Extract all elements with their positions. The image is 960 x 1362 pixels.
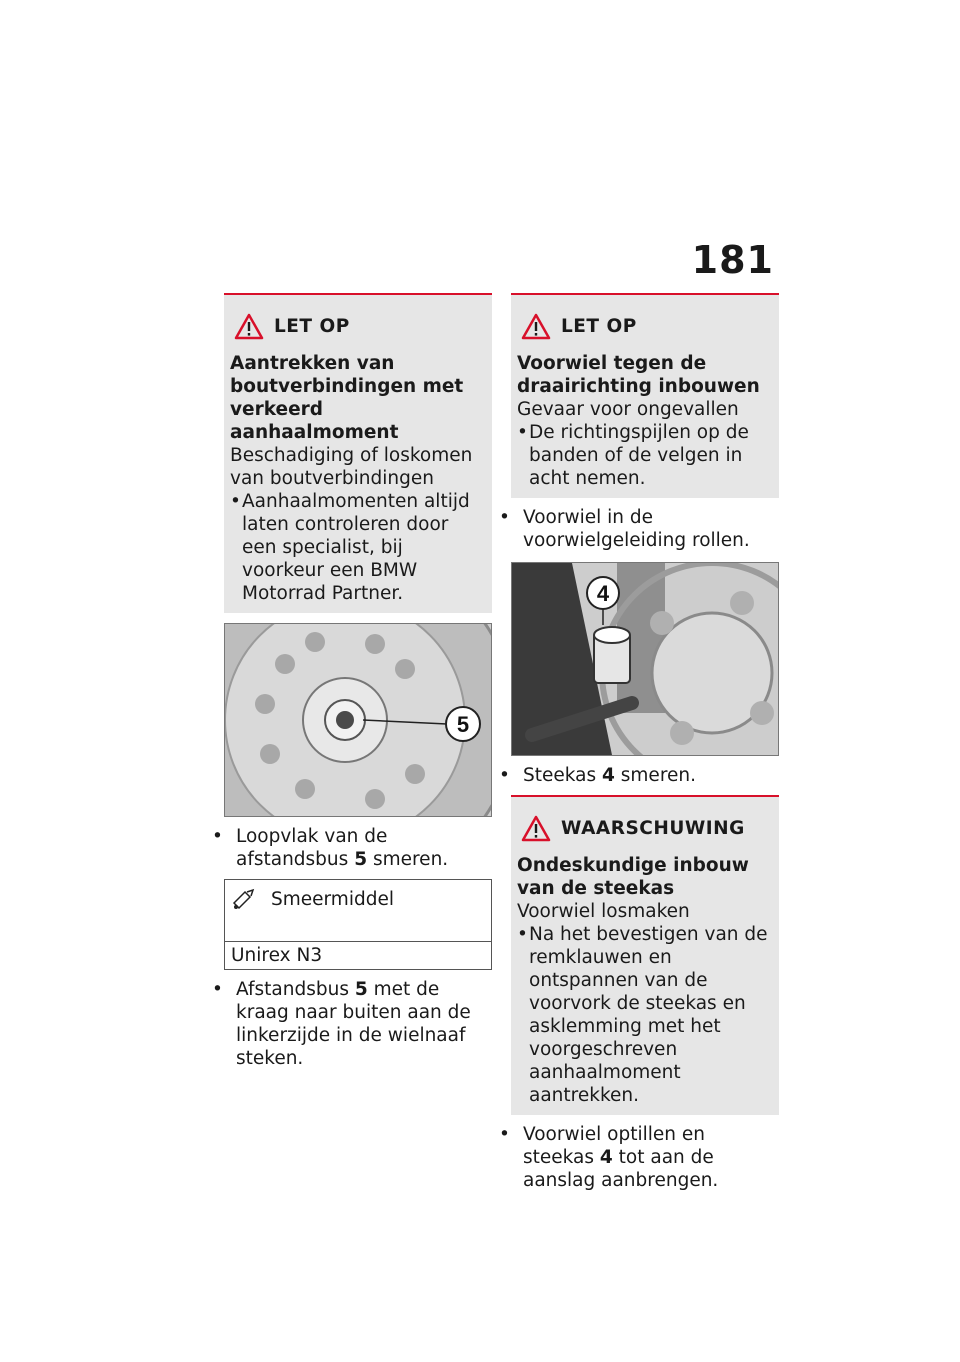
step-lubricate-axle: • Steekas 4 smeren. [499, 765, 696, 786]
notice-title: WAARSCHUWING [561, 818, 745, 839]
step-text: smeren. [367, 849, 449, 870]
notice-hazard: Voorwiel tegen de draairichting inbouwen [517, 353, 760, 397]
step-roll-wheel: • Voorwiel in de voorwielgeleiding rollen. [499, 507, 750, 551]
notice-header [517, 313, 771, 340]
warning-triangle-icon [521, 313, 551, 340]
right-column [499, 293, 779, 1192]
warning-notice [511, 795, 779, 1115]
ref-number: 4 [602, 765, 615, 786]
step-text: Afstandsbus [236, 979, 355, 1000]
lubricant-icon [231, 888, 257, 910]
lubricant-label: Smeermiddel [271, 889, 394, 910]
notice-hazard: Aantrekken van boutverbindingen met verkeerd aanhaalmoment [230, 353, 464, 443]
caution-notice-direction [511, 293, 779, 498]
notice-item: • De richtingspijlen op de banden of de velgen in acht nemen. [517, 421, 771, 490]
lubricant-header [225, 880, 491, 942]
step-text: met de kraag naar buiten aan de linkerzijde in de wielnaaf steken. [236, 979, 471, 1069]
notice-item: • Na het bevestigen van de remklauwen en ontspannen van de voorvork de steekas en asklemming met het voorgeschreven aanhaalmoment aantrekken. [517, 923, 771, 1107]
notice-item: • Aanhaalmomenten altijd laten controleren door een specialist, bij voorkeur een BMW Motorrad Partner. [230, 490, 484, 605]
notice-consequence: Gevaar voor ongevallen [517, 399, 739, 420]
notice-consequence: Beschadiging of loskomen van boutverbindingen [230, 445, 473, 489]
step-text: Voorwiel in de voorwielgeleiding rollen. [523, 507, 750, 551]
step-text: Voorwiel optillen en steekas [523, 1124, 705, 1168]
callout-4: 4 [596, 581, 610, 606]
warning-triangle-icon [234, 313, 264, 340]
notice-header [517, 815, 771, 842]
notice-consequence: Voorwiel losmaken [517, 901, 690, 922]
caution-notice [224, 293, 492, 613]
warning-triangle-icon [521, 815, 551, 842]
step-insert-axle: • Voorwiel optillen en steekas 4 tot aan de aanslag aanbrengen. [499, 1124, 719, 1191]
lubricant-value: Unirex N3 [231, 945, 323, 966]
ref-number: 5 [354, 849, 368, 870]
notice-list [517, 421, 771, 490]
left-column [212, 293, 492, 1070]
step-text: tot aan de aanslag aanbrengen. [523, 1147, 719, 1191]
notice-list [230, 490, 484, 605]
page-number: 181 [691, 238, 774, 282]
step-text: Steekas [523, 765, 603, 786]
callout-5: 5 [456, 712, 470, 737]
ref-number: 5 [354, 979, 368, 1000]
notice-list [517, 923, 771, 1107]
step-text: smeren. [614, 765, 696, 786]
notice-title: LET OP [561, 316, 637, 337]
step-text: Loopvlak van de afstandsbus [236, 826, 388, 870]
notice-hazard: Ondeskundige inbouw van de steekas [517, 855, 749, 899]
axle-illustration [512, 563, 779, 755]
axle-figure [511, 562, 779, 756]
notice-header [230, 313, 484, 340]
lubricant-box [224, 879, 492, 970]
spacer-illustration [225, 624, 492, 816]
step-lubricate-spacer: • Loopvlak van de afstandsbus 5 smeren. [212, 826, 449, 870]
spacer-figure [224, 623, 492, 817]
step-insert-spacer: • Afstandsbus 5 met de kraag naar buiten aan de linkerzijde in de wielnaaf steken. [212, 979, 471, 1069]
notice-title: LET OP [274, 316, 350, 337]
ref-number: 4 [599, 1147, 613, 1168]
